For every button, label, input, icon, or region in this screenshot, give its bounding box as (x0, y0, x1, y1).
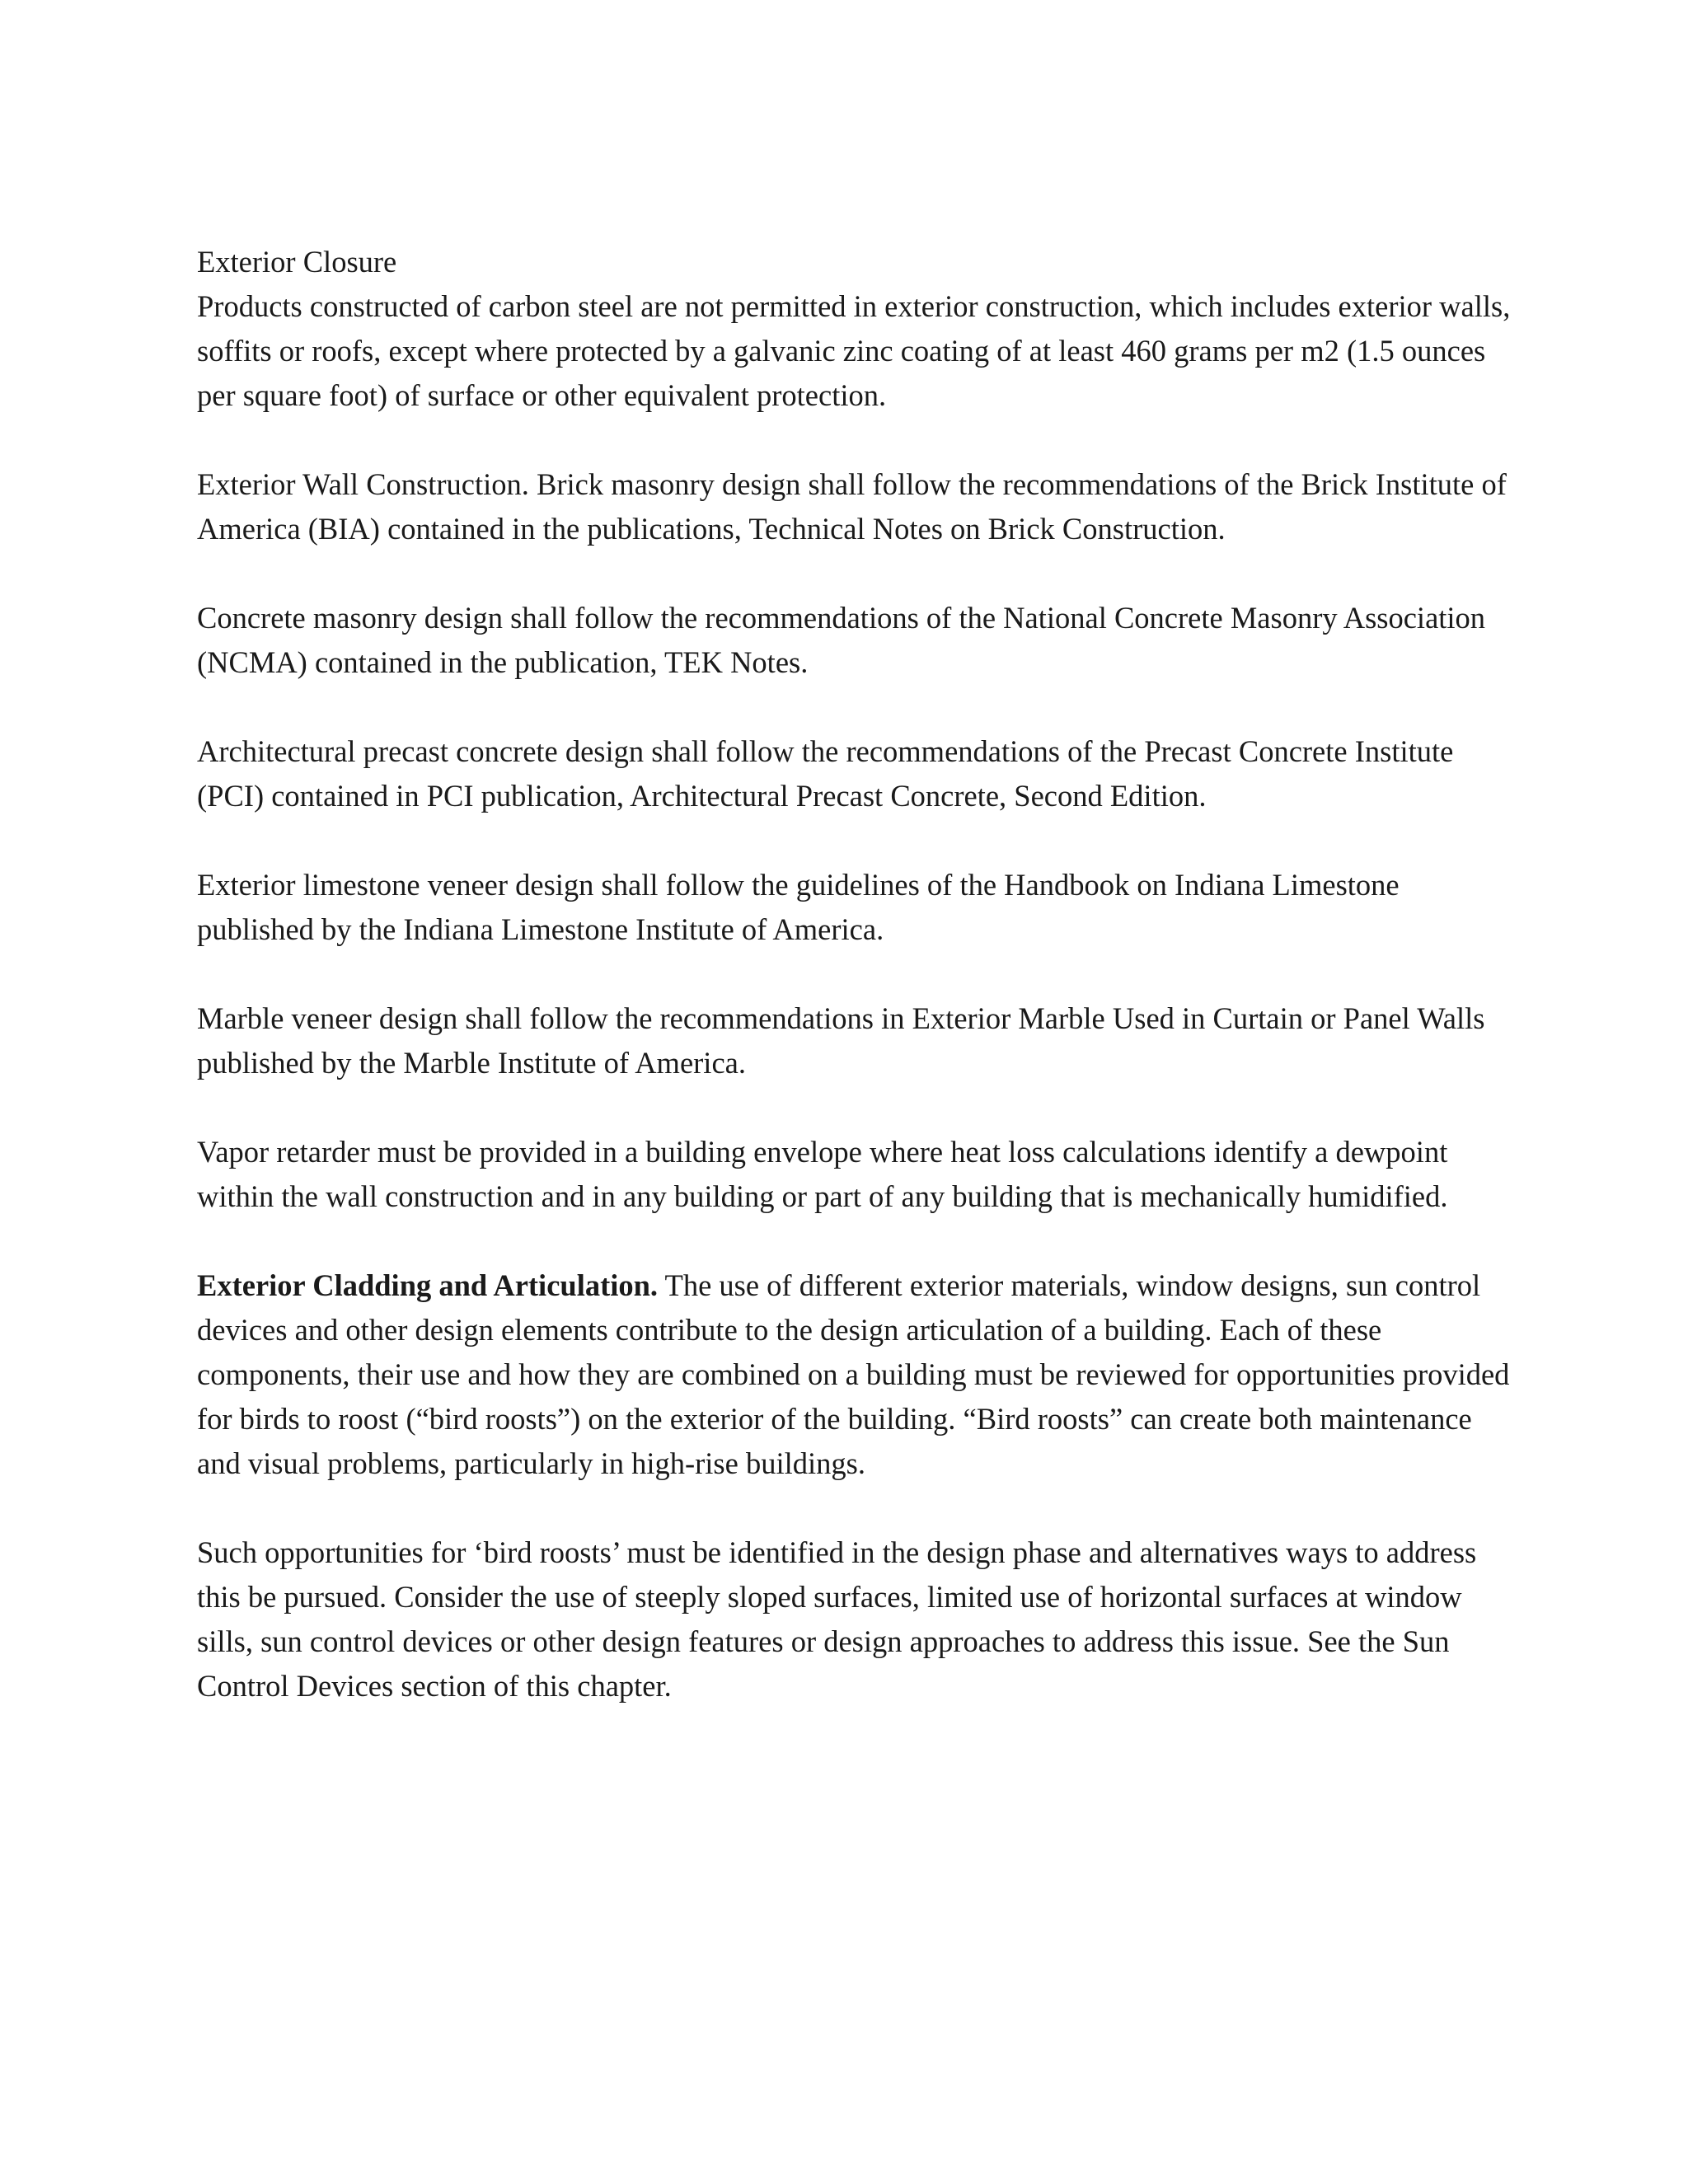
paragraph-carbon-steel (197, 284, 1516, 418)
paragraph-text: Exterior limestone veneer design shall follow the guidelines of the Handbook on Indiana Limestone published by the Indiana Limestone Institute of America. (197, 868, 1400, 946)
paragraph-text: Architectural precast concrete design shall follow the recommendations of the Precast Concrete Institute (PCI) contained in PCI publication, Architectural Precast Concrete, Second Edition. (197, 734, 1454, 813)
document-page (197, 240, 1516, 1753)
paragraph-text: Marble veneer design shall follow the recommendations in Exterior Marble Used in Curtain or Panel Walls published by the Marble Institute of America. (197, 1001, 1485, 1080)
section-title: Exterior Closure (197, 245, 397, 279)
paragraph-precast-concrete (197, 729, 1516, 818)
paragraph-text: The use of different exterior materials, window designs, sun control devices and other design elements contribute to the design articulation of a building. Each of these components, their use and how they are combined on a building must be reviewed for opportunities provided for birds to roost (“bird roosts”) on the exterior of the building. “Bird roosts” can create both maintenance and visual problems, particularly in high-rise buildings. (197, 1268, 1510, 1480)
paragraph-bold-lead: Exterior Cladding and Articulation. (197, 1268, 659, 1302)
paragraph-concrete-masonry (197, 596, 1516, 685)
paragraph-limestone-veneer (197, 863, 1516, 952)
paragraph-text: Such opportunities for ‘bird roosts’ must be identified in the design phase and alternatives ways to address this be pursued. Consider the use of steeply sloped surfaces, limited use of horizontal surfaces at window sills, sun control devices or other design features or design approaches to address this issue. See the Sun Control Devices section of this chapter. (197, 1535, 1477, 1703)
paragraph-text: Concrete masonry design shall follow the recommendations of the National Concrete Masonry Association (NCMA) contained in the publication, TEK Notes. (197, 601, 1486, 679)
paragraph-bird-roosts (197, 1530, 1516, 1708)
paragraph-text: Products constructed of carbon steel are not permitted in exterior construction, which includes exterior walls, soffits or roofs, except where protected by a galvanic zinc coating of at least 460 grams per m2 (1.5 ounces per square foot) of surface or other equivalent protection. (197, 289, 1511, 412)
paragraph-text: Exterior Wall Construction. Brick masonry design shall follow the recommendations of the Brick Institute of America (BIA) contained in the publications, Technical Notes on Brick Construction. (197, 467, 1507, 546)
paragraph-cladding-articulation (197, 1263, 1516, 1486)
paragraph-brick-masonry (197, 462, 1516, 551)
paragraph-vapor-retarder (197, 1130, 1516, 1219)
paragraph-marble-veneer (197, 996, 1516, 1085)
paragraph-text: Vapor retarder must be provided in a building envelope where heat loss calculations identify a dewpoint within the wall construction and in any building or part of any building that is mechanically humidified. (197, 1135, 1448, 1213)
